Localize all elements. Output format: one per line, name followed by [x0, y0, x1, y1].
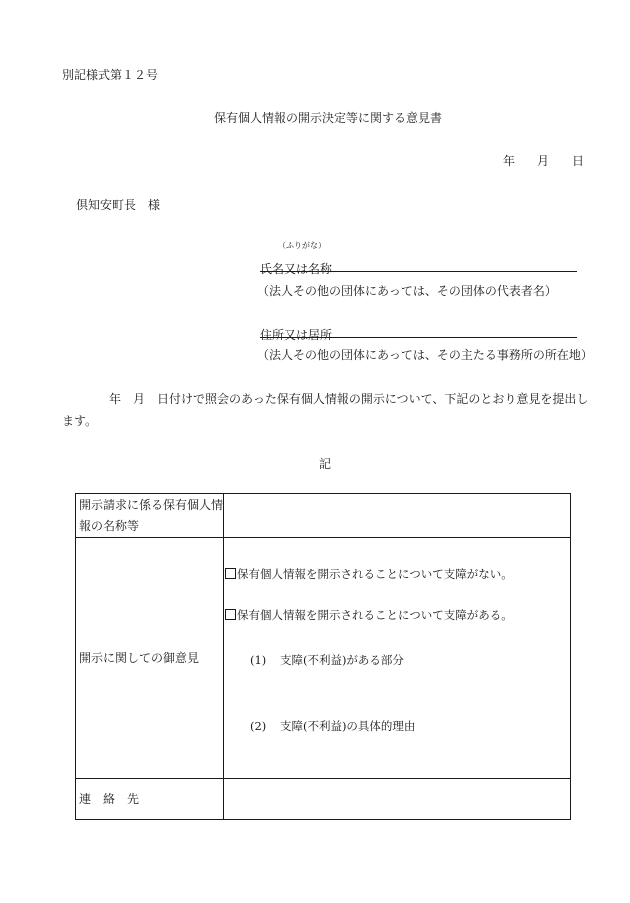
option-no-issue-label: 保有個人情報を開示されることについて支障がない。 — [237, 567, 513, 581]
addressee: 倶知安町長 様 — [76, 198, 161, 212]
body-line-2: ます。 — [62, 414, 98, 428]
address-label: 住所又は居所 — [260, 328, 333, 342]
checkbox-icon[interactable] — [225, 609, 236, 620]
request-name-label-line2: 報の名称等 — [79, 518, 140, 533]
form-number: 別記様式第１２号 — [62, 68, 159, 82]
checkbox-icon[interactable] — [225, 568, 236, 579]
address-underline — [260, 337, 577, 338]
option-has-issue[interactable] — [225, 605, 513, 626]
date-day: 日 — [572, 154, 585, 168]
option-has-issue-label: 保有個人情報を開示されることについて支障がある。 — [237, 608, 513, 622]
contact-label: 連 絡 先 — [79, 791, 140, 806]
date-year: 年 — [503, 154, 516, 168]
date-month: 月 — [537, 154, 550, 168]
address-note: （法人その他の団体にあっては、その主たる事務所の所在地） — [257, 348, 593, 362]
contact-label-cell — [76, 779, 224, 820]
table-row — [76, 779, 571, 820]
sub-item-2 — [250, 716, 415, 737]
ki-heading: 記 — [319, 457, 332, 471]
table-row — [76, 494, 571, 538]
request-name-label-cell — [76, 494, 224, 538]
opinion-label-cell — [76, 538, 224, 779]
name-note: （法人その他の団体にあっては、その団体の代表者名） — [257, 284, 557, 298]
contact-value-cell[interactable] — [224, 779, 571, 820]
opinion-table — [75, 493, 571, 820]
sub-item-1 — [250, 650, 404, 671]
sub-item-1-text: 支障(不利益)がある部分 — [279, 653, 404, 667]
option-no-issue[interactable] — [225, 564, 513, 585]
request-name-value-cell[interactable] — [224, 494, 571, 538]
name-underline — [260, 271, 577, 272]
opinion-value-cell — [224, 538, 571, 779]
furigana-label: （ふりがな） — [278, 241, 326, 250]
sub-item-1-number: (1) — [250, 653, 267, 667]
body-line-1: 年 月 日付けで照会のあった保有個人情報の開示について、下記のとおり意見を提出し — [109, 392, 589, 406]
opinion-label: 開示に関しての御意見 — [79, 650, 200, 665]
document-title: 保有個人情報の開示決定等に関する意見書 — [214, 111, 443, 125]
sub-item-2-number: (2) — [250, 719, 267, 733]
request-name-label-line1: 開示請求に係る保有個人情 — [79, 497, 224, 512]
sub-item-2-text: 支障(不利益)の具体的理由 — [279, 719, 416, 733]
name-label: 氏名又は名称 — [260, 262, 333, 276]
table-row — [76, 538, 571, 779]
